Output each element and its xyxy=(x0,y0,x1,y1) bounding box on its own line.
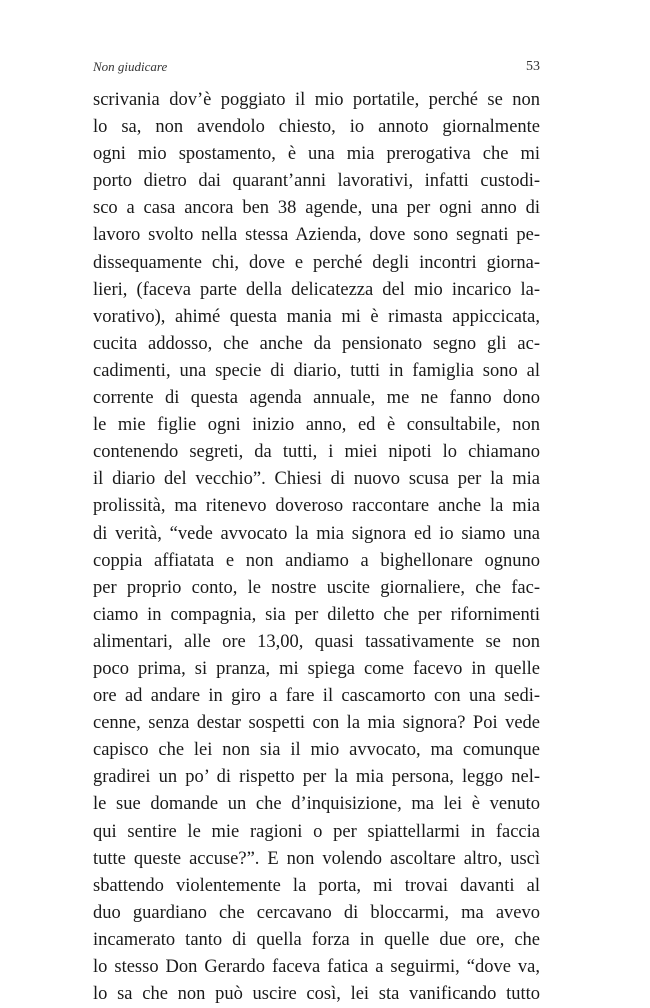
text-line: gradirei un po’ di rispetto per la mia persona, leggo nel- xyxy=(93,767,540,788)
page-number: 53 xyxy=(526,59,540,74)
text-line: sbattendo violentemente la porta, mi trovai davanti al xyxy=(93,875,540,896)
text-line: le sue domande un che d’inquisizione, ma lei è venuto xyxy=(93,794,540,815)
text-line: scrivania dov’è poggiato il mio portatile, perché se non xyxy=(93,90,540,110)
text-line: il diario del vecchio”. Chiesi di nuovo scusa per la mia xyxy=(93,469,540,490)
text-line: lieri, (faceva parte della delicatezza del mio incarico la- xyxy=(93,279,540,300)
text-line: poco prima, si pranza, mi spiega come facevo in quelle xyxy=(93,658,540,679)
body-text xyxy=(93,87,540,1008)
text-line: per proprio conto, le nostre uscite giornaliere, che fac- xyxy=(93,577,540,598)
text-line: qui sentire le mie ragioni o per spiattellarmi in faccia xyxy=(93,821,540,842)
text-line: ore ad andare in giro a fare il cascamorto con una sedi- xyxy=(93,686,540,707)
text-line: tutte queste accuse?”. E non volendo ascoltare altro, uscì xyxy=(93,848,540,869)
text-line: incamerato tanto di quella forza in quelle due ore, che xyxy=(93,929,540,950)
running-title: Non giudicare xyxy=(93,59,168,74)
text-line: prolissità, ma ritenevo doveroso raccontare anche la mia xyxy=(93,496,540,517)
text-line: cadimenti, una specie di diario, tutti in famiglia sono al xyxy=(93,360,540,381)
text-line: alimentari, alle ore 13,00, quasi tassativamente se non xyxy=(93,631,540,652)
text-line: ciamo in compagnia, sia per diletto che per rifornimenti xyxy=(93,604,540,625)
text-line: lo sa che non può uscire così, lei sta vanificando tutto xyxy=(93,984,540,1005)
text-line: duo guardiano che cercavano di bloccarmi, ma avevo xyxy=(93,902,540,923)
running-head xyxy=(93,57,540,77)
text-line: le mie figlie ogni inizio anno, ed è consultabile, non xyxy=(93,415,540,436)
text-line: lo sa, non avendolo chiesto, io annoto giornalmente xyxy=(93,117,540,138)
text-line: coppia affiatata e non andiamo a bighellonare ognuno xyxy=(93,550,540,571)
text-line: cenne, senza destar sospetti con la mia signora? Poi vede xyxy=(93,713,540,734)
text-line: corrente di questa agenda annuale, me ne fanno dono xyxy=(93,388,540,409)
text-line: ogni mio spostamento, è una mia prerogativa che mi xyxy=(93,144,540,165)
text-line: porto dietro dai quarant’anni lavorativi, infatti custodi- xyxy=(93,171,540,192)
text-line: sco a casa ancora ben 38 agende, una per ogni anno di xyxy=(93,198,540,219)
text-line: lo stesso Don Gerardo faceva fatica a seguirmi, “dove va, xyxy=(93,957,540,977)
text-line: lavoro svolto nella stessa Azienda, dove sono segnati pe- xyxy=(93,225,540,246)
text-line: cucita addosso, che anche da pensionato segno gli ac- xyxy=(93,333,540,354)
text-line: contenendo segreti, da tutti, i miei nipoti lo chiamano xyxy=(93,442,540,463)
text-line: vorativo), ahimé questa mania mi è rimasta appiccicata, xyxy=(93,306,540,327)
text-line: di verità, “vede avvocato la mia signora ed io siamo una xyxy=(93,523,540,544)
text-line: dissequamente chi, dove e perché degli incontri giorna- xyxy=(93,252,540,273)
text-line: capisco che lei non sia il mio avvocato, ma comunque xyxy=(93,740,540,761)
